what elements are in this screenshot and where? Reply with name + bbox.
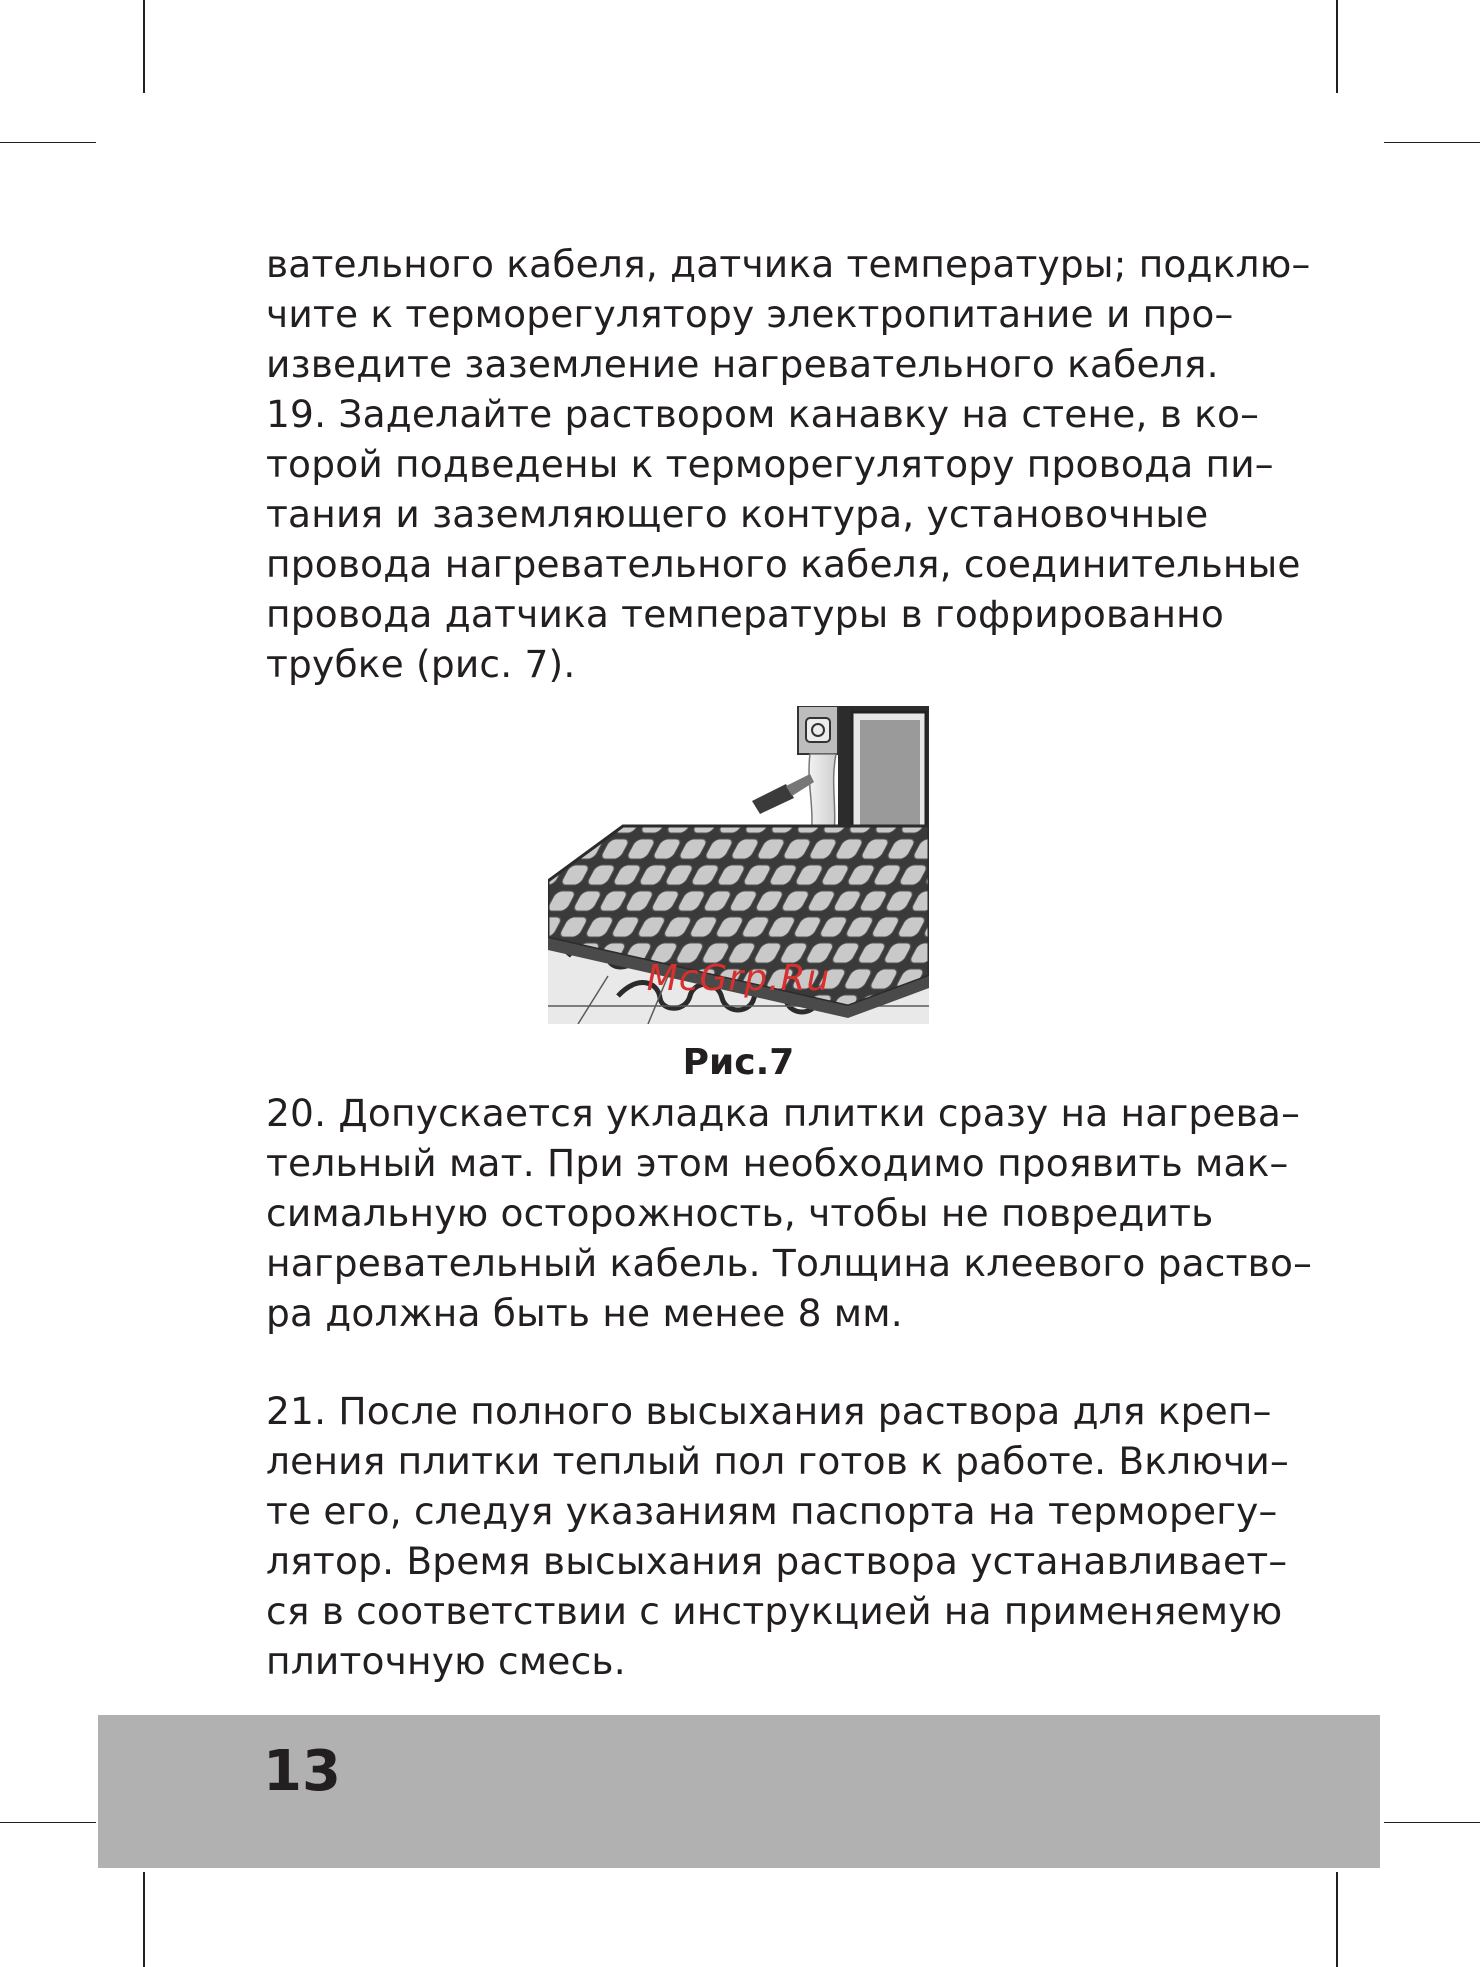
crop-mark-left-lower (0, 1822, 96, 1823)
text-line: 19. Заделайте раствором канавку на стене, в ко– (266, 392, 1260, 436)
watermark: McGrp.Ru (646, 958, 831, 999)
text-line: вательного кабеля, датчика температуры; подклю– (266, 242, 1311, 286)
crop-mark-bottom-right (1336, 1872, 1338, 1967)
text-line: те его, следуя указаниям паспорта на терморегу– (266, 1489, 1278, 1533)
text-line: тельный мат. При этом необходимо проявить мак– (266, 1141, 1289, 1185)
text-block-upper (266, 239, 1311, 689)
text-line: торой подведены к терморегулятору провода пи– (266, 442, 1274, 486)
text-line: плиточную смесь. (266, 1639, 626, 1683)
crop-mark-left-upper (0, 142, 96, 143)
crop-mark-bottom-left (143, 1872, 145, 1967)
text-line: провода датчика температуры в гофрированно (266, 592, 1225, 636)
figure-7 (548, 706, 929, 1024)
footer-band (98, 1715, 1380, 1868)
text-line: трубке (рис. 7). (266, 642, 576, 686)
crop-mark-right-lower (1384, 1822, 1480, 1823)
text-line: тания и заземляющего контура, установочные (266, 492, 1209, 536)
text-block-paragraph-20 (266, 1088, 1313, 1338)
text-line: нагревательный кабель. Толщина клеевого раство– (266, 1241, 1313, 1285)
page-number: 13 (263, 1739, 341, 1804)
text-line: симальную осторожность, чтобы не повредить (266, 1191, 1214, 1235)
text-line: ся в соответствии с инструкцией на применяемую (266, 1589, 1283, 1633)
text-line: чите к терморегулятору электропитание и про– (266, 292, 1234, 336)
text-line: ления плитки теплый пол готов к работе. Включи– (266, 1439, 1289, 1483)
text-line: провода нагревательного кабеля, соединительные (266, 542, 1301, 586)
crop-mark-top-left (143, 0, 145, 93)
text-line: изведите заземление нагревательного кабеля. (266, 342, 1219, 386)
text-line: лятор. Время высыхания раствора устанавливает– (266, 1539, 1288, 1583)
text-line: ра должна быть не менее 8 мм. (266, 1291, 903, 1335)
text-block-paragraph-21 (266, 1386, 1289, 1686)
figure-caption: Рис.7 (682, 1042, 795, 1083)
text-line: 21. После полного высыхания раствора для креп– (266, 1389, 1272, 1433)
text-line: 20. Допускается укладка плитки сразу на нагрева– (266, 1091, 1301, 1135)
crop-mark-right-upper (1384, 142, 1480, 143)
crop-mark-top-right (1336, 0, 1338, 93)
